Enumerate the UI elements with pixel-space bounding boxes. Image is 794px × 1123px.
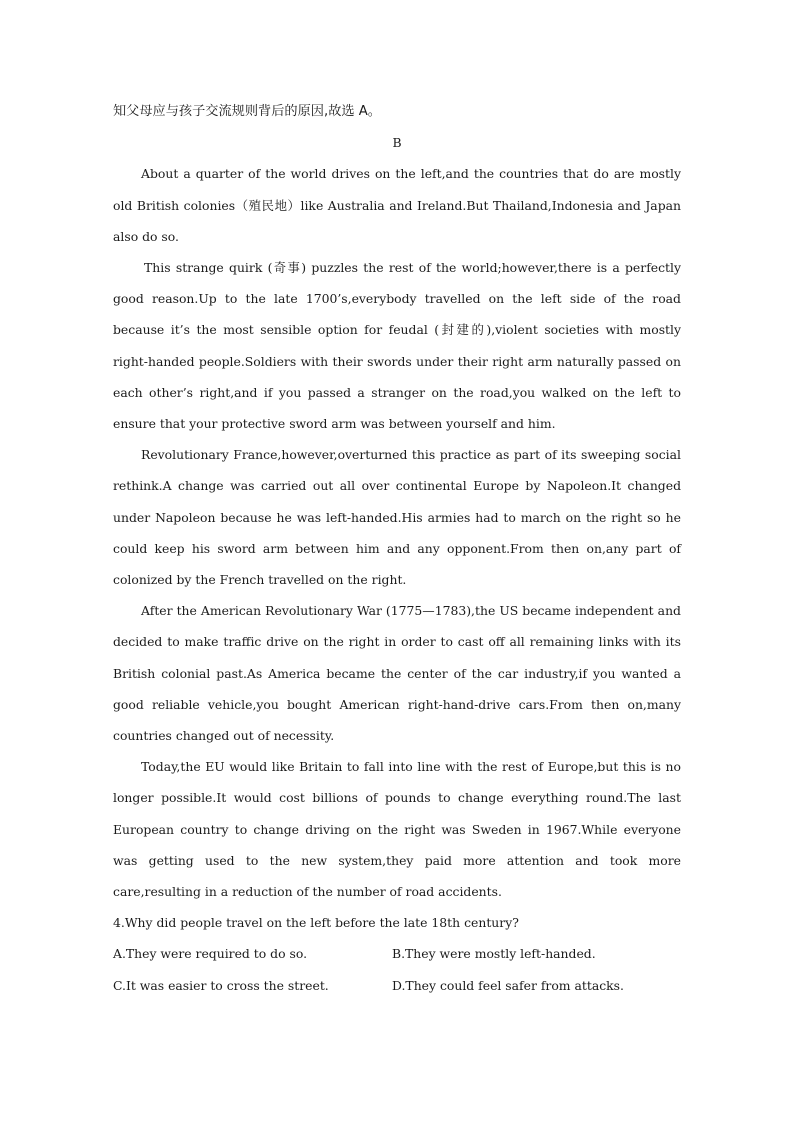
passage-title: B <box>392 135 402 151</box>
paragraph-2: This strange quirk (奇事) puzzles the rest of the world;however,there is a perfectly good reason.Up to the late 1700’s,everybody travelled on the left side of the road because it’s the most sensible option for feudal (封建的),violent societies with mostly right-handed people.Soldiers with their swords under their right arm naturally passed on each other’s right,and if you passed a stranger on the road,you walked on the left to ensure that your protective sword arm was between yourself and him. <box>113 260 681 432</box>
option-d: D.They could feel safer from attacks. <box>392 977 624 993</box>
option-a: A.They were required to do so. <box>113 946 308 962</box>
paragraph-1: About a quarter of the world drives on the left,and the countries that do are mostly old British colonies（殖民地）like Australia and Ireland.But Thailand,Indonesia and Japan also do so. <box>113 166 681 244</box>
question-stem: 4.Why did people travel on the left before the late 18th century? <box>113 915 519 931</box>
paragraph-4: After the American Revolutionary War (1775—1783),the US became independent and decided to make traffic drive on the right in order to cast off all remaining links with its British colonial past.As America became the center of the car industry,if you wanted a good reliable vehicle,you bought American right-hand-drive cars.From then on,many countries changed out of necessity. <box>113 603 681 744</box>
paragraph-5: Today,the EU would like Britain to fall into line with the rest of Europe,but this is no longer possible.It would cost billions of pounds to change everything round.The last European country to change driving on the right was Sweden in 1967.While everyone was getting used to the new system,they paid more attention and took more care,resulting in a reduction of the number of road accidents. <box>113 759 681 900</box>
paragraph-3: Revolutionary France,however,overturned this practice as part of its sweeping social rethink.A change was carried out all over continental Europe by Napoleon.It changed under Napoleon because he was left-handed.His armies had to march on the right so he could keep his sword arm between him and any opponent.From then on,any part of colonized by the French travelled on the right. <box>113 447 681 588</box>
options-row-1 <box>113 938 681 969</box>
previous-answer-explanation: 知父母应与孩子交流规则背后的原因,故选 A。 <box>113 104 381 119</box>
option-c: C.It was easier to cross the street. <box>113 977 329 993</box>
document-page <box>113 96 681 1001</box>
option-b: B.They were mostly left-handed. <box>392 946 596 962</box>
options-row-2 <box>113 970 681 1001</box>
